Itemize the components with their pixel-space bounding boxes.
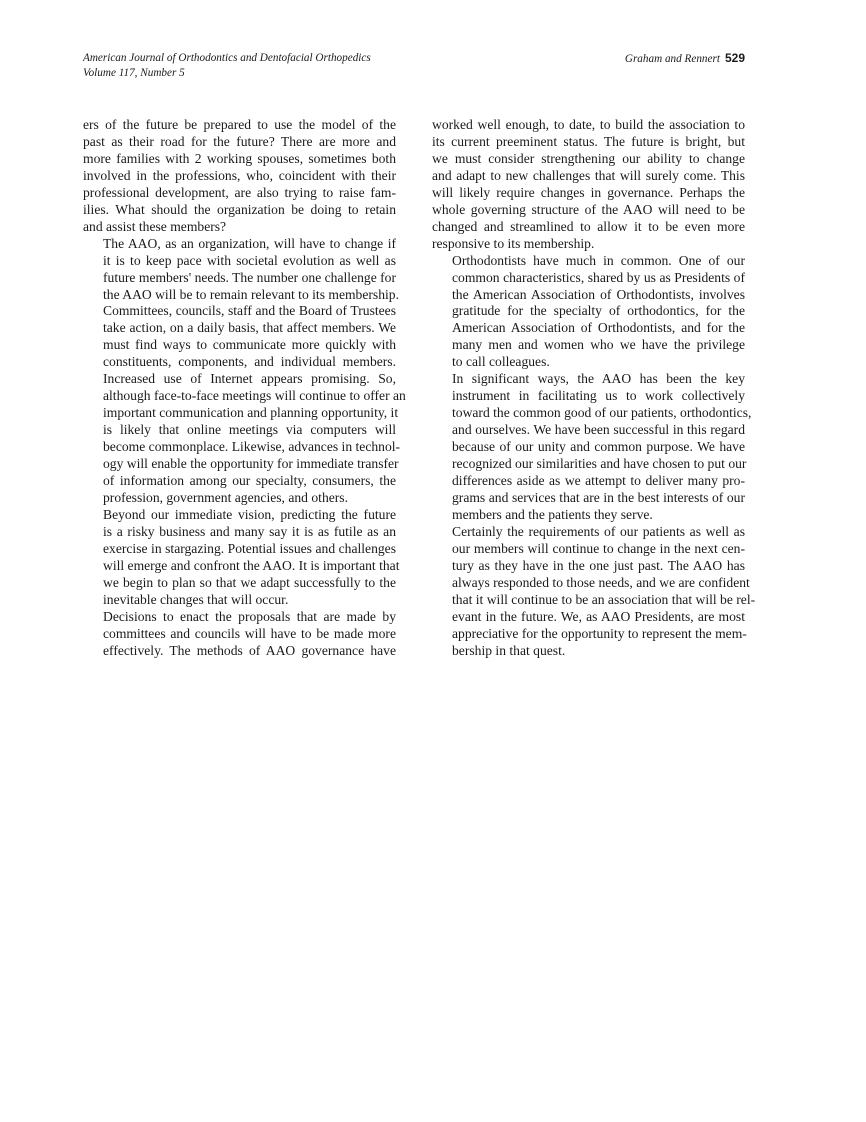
text-line: more families with 2 working spouses, sometimes both <box>83 150 396 166</box>
text-line: is likely that online meetings via computers will <box>103 422 396 438</box>
text-line: important communication and planning opportunity, it <box>103 405 399 421</box>
text-line: appreciative for the opportunity to represent the mem- <box>452 625 747 641</box>
paragraph <box>83 506 400 609</box>
text-line: grams and services that are in the best interests of our <box>452 489 745 505</box>
text-line: it is to keep pace with societal evolution as well as <box>103 252 396 268</box>
text-line: our members will continue to change in the next cen- <box>452 540 745 556</box>
journal-volume: Volume 117, Number 5 <box>83 67 185 79</box>
text-line: inevitable changes that will occur. <box>103 591 289 607</box>
text-line: Committees, councils, staff and the Board of Trustees <box>103 303 396 319</box>
text-line: ogy will enable the opportunity for immediate transfer <box>103 456 399 472</box>
text-line: its current preeminent status. The future is bright, but <box>432 133 745 149</box>
text-line: committees and councils will have to be made more <box>103 625 396 641</box>
text-line: professional development, are also trying to raise fam- <box>83 184 396 200</box>
text-line: will emerge and confront the AAO. It is important that <box>103 557 400 573</box>
text-line: tury as they have in the one just past. The AAO has <box>452 557 745 573</box>
page-number: 529 <box>724 51 745 65</box>
text-line: and assist these members? <box>83 218 227 234</box>
text-line: the AAO will be to remain relevant to its membership. <box>103 286 399 302</box>
paragraph <box>432 117 745 253</box>
text-line: and ourselves. We have been successful in this regard <box>452 422 745 438</box>
text-line: responsive to its membership. <box>432 235 595 251</box>
text-line: constituents, components, and individual members. <box>103 354 396 370</box>
text-line: evant in the future. We, as AAO Presidents, are most <box>452 608 745 624</box>
text-line: we begin to plan so that we adapt successfully to the <box>103 574 396 590</box>
paragraph <box>83 609 396 660</box>
text-line: changed and streamlined to allow it to be even more <box>432 218 745 234</box>
text-line: toward the common good of our patients, orthodontics, <box>452 405 752 421</box>
text-line: gratitude for the specialty of orthodontics, for the <box>452 303 745 319</box>
text-line: common characteristics, shared by us as Presidents of <box>452 269 745 285</box>
text-line: the American Association of Orthodontists, involves <box>452 286 745 302</box>
journal-title: American Journal of Orthodontics and Dentofacial Orthopedics <box>83 52 371 64</box>
running-header <box>83 51 745 83</box>
text-line: and adapt to new challenges that will surely come. This <box>432 167 745 183</box>
text-line: profession, government agencies, and others. <box>103 489 348 505</box>
text-line: Beyond our immediate vision, predicting the future <box>103 506 396 522</box>
journal-info <box>83 51 371 81</box>
text-line: recognized our similarities and have chosen to put our <box>452 456 747 472</box>
running-authors: Graham and Rennert <box>624 53 720 65</box>
text-line: Increased use of Internet appears promising. So, <box>103 371 396 387</box>
text-line: worked well enough, to date, to build the association to <box>432 117 745 132</box>
text-line: is a risky business and many say it is as futile as an <box>103 523 396 539</box>
text-line: become commonplace. Likewise, advances in technol- <box>103 439 401 455</box>
text-line: we must consider strengthening our ability to change <box>432 150 745 166</box>
text-line: Decisions to enact the proposals that are made by <box>103 608 396 624</box>
text-line: effectively. The methods of AAO governance have <box>103 642 396 658</box>
text-line: The AAO, as an organization, will have to change if <box>103 235 396 251</box>
text-line: ilies. What should the organization be doing to retain <box>83 201 396 217</box>
text-line: involved in the professions, who, coincident with their <box>83 167 396 183</box>
text-line: exercise in stargazing. Potential issues and challenges <box>103 540 396 556</box>
text-line: many men and women who we have the privilege <box>452 337 745 353</box>
text-line: ers of the future be prepared to use the model of the <box>83 117 396 132</box>
text-line: American Association of Orthodontists, and for the <box>452 320 745 336</box>
text-line: In significant ways, the AAO has been the key <box>452 371 745 387</box>
text-line: to call colleagues. <box>452 354 550 370</box>
text-line: future members' needs. The number one challenge for <box>103 269 396 285</box>
text-line: instrument in facilitating us to work collectively <box>452 388 745 404</box>
text-line: Orthodontists have much in common. One of our <box>452 252 745 268</box>
text-line: bership in that quest. <box>452 642 566 658</box>
text-line: will likely require changes in governance. Perhaps the <box>432 184 745 200</box>
text-line: of information among our specialty, consumers, the <box>103 473 396 489</box>
text-line: take action, on a daily basis, that affect members. We <box>103 320 396 336</box>
text-line: whole governing structure of the AAO will need to be <box>432 201 745 217</box>
paragraph <box>432 253 745 372</box>
paragraph <box>432 523 756 660</box>
author-page-info <box>625 51 745 67</box>
text-line: because of our unity and common purpose. We have <box>452 439 745 455</box>
text-line: Certainly the requirements of our patients as well as <box>452 523 745 539</box>
text-line: always responded to those needs, and we are confident <box>452 574 750 590</box>
text-line: although face-to-face meetings will continue to offer an <box>103 388 406 404</box>
text-column-right <box>432 117 756 660</box>
text-line: must find ways to communicate more quickly with <box>103 337 396 353</box>
text-line: members and the patients they serve. <box>452 506 653 522</box>
paragraph <box>83 117 396 236</box>
text-column-left <box>83 117 406 660</box>
text-line: past as their road for the future? There are more and <box>83 133 396 149</box>
text-line: that it will continue to be an association that will be rel- <box>452 591 756 607</box>
paragraph <box>83 235 406 507</box>
text-line: differences aside as we attempt to deliver many pro- <box>452 473 745 489</box>
paragraph <box>432 371 752 524</box>
